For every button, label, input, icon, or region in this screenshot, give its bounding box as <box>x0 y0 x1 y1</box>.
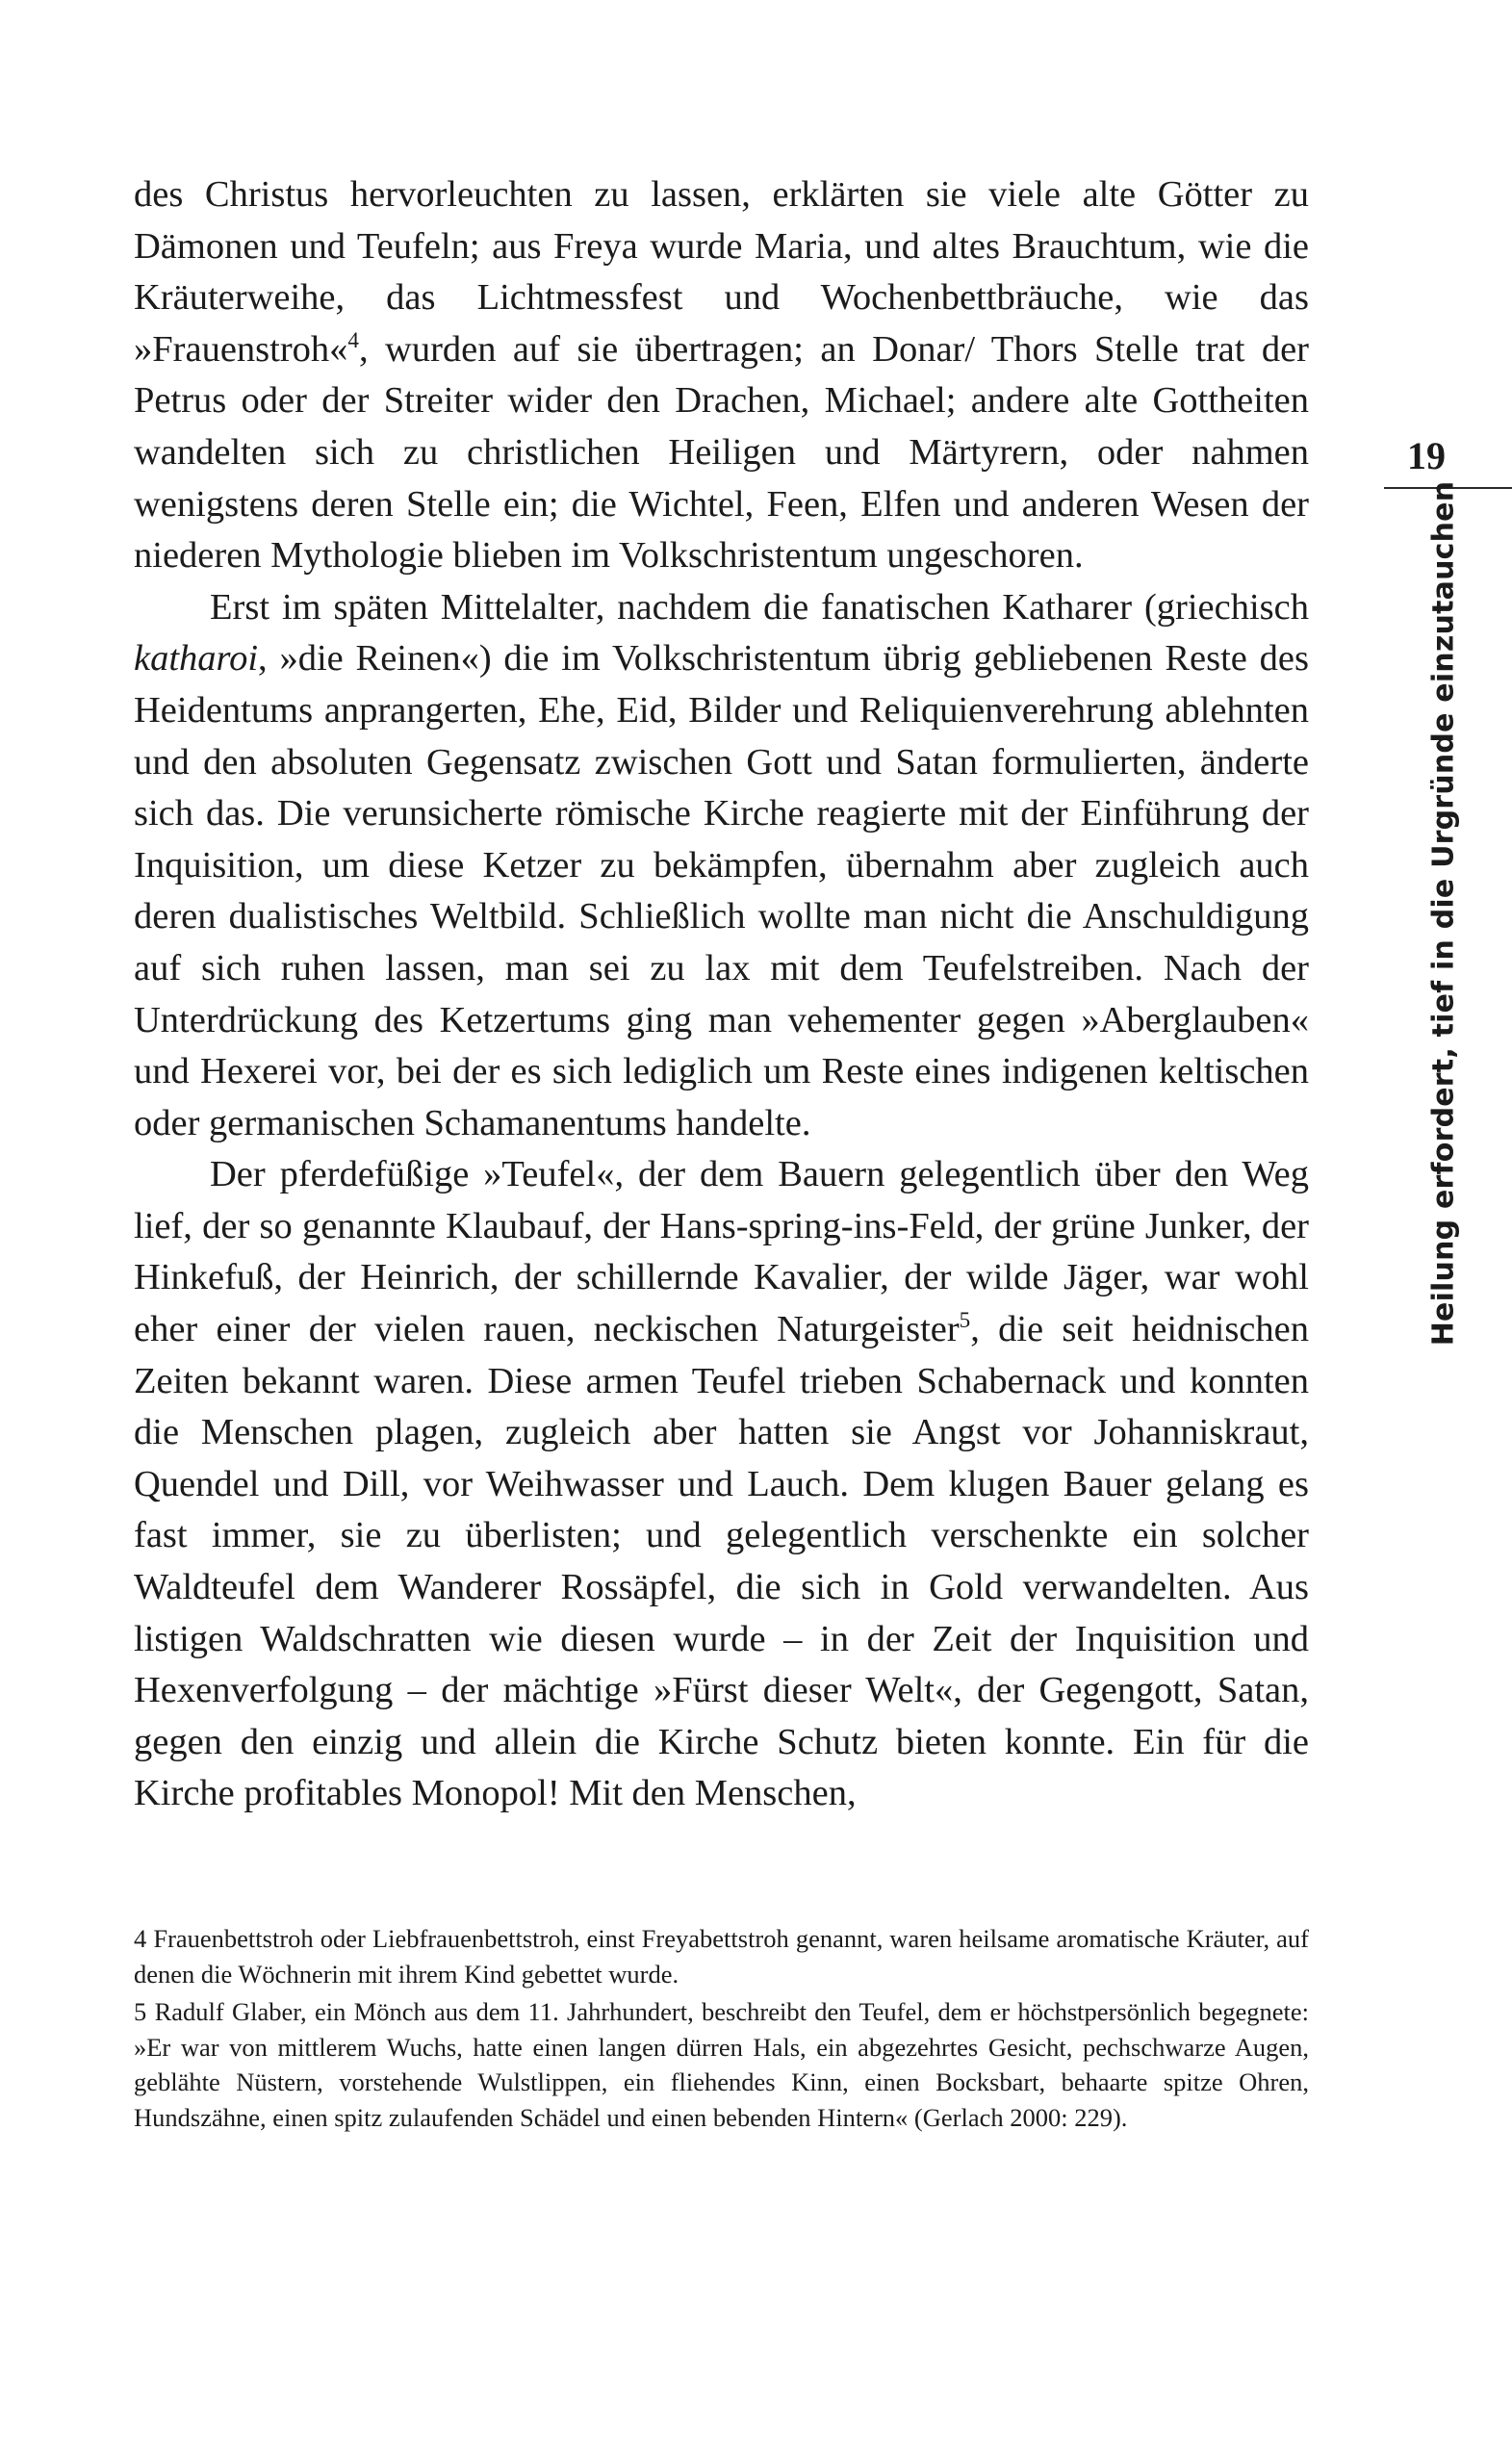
paragraph-1 <box>134 169 1309 582</box>
paragraph-1-text-b: , wurden auf sie übertragen; an Donar/ Thors Stelle trat der Petrus oder der Streiter wider den Drachen, Michael; andere alte Gottheiten wandelten sich zu christlichen Heiligen und Märtyrern, oder nahmen wenigstens deren Stelle ein; die Wichtel, Feen, Elfen und anderen Wesen der niederen Mythologie blieben im Volkschristentum ungeschoren. <box>134 328 1309 577</box>
paragraph-2-italic-term: katharoi <box>134 638 259 680</box>
footnote-text: Radulf Glaber, ein Mönch aus dem 11. Jahrhundert, beschreibt den Teufel, dem er höchstpersönlich begegnete: »Er war von mittlerem Wuchs, hatte einen langen dürren Hals, ein abgezehrtes Gesicht, pechschwarze Augen, geblähte Nüstern, vorstehende Wulstlippen, ein fliehendes Kinn, einen Bocksbart, behaarte spitze Ohren, Hundszähne, einen spitz zulaufenden Schädel und einen bebenden Hintern« (Gerlach 2000: 229). <box>134 1997 1310 2132</box>
paragraph-3 <box>134 1149 1309 1820</box>
footnotes <box>134 1921 1309 2138</box>
paragraph-3-text-b: , die seit heidnischen Zeiten bekannt waren. Diese armen Teufel trieben Schabernack und konnten die Menschen plagen, zugleich aber hatten sie Angst vor Johanniskraut, Quendel und Dill, vor Weihwasser und Lauch. Dem klugen Bauer gelang es fast immer, sie zu überlisten; und gelegentlich verschenkte ein solcher Waldteufel dem Wanderer Rossäpfel, die sich in Gold verwandelten. Aus listigen Waldschratten wie diesen wurde – in der Zeit der Inquisition und Hexenverfolgung – der mächtige »Fürst dieser Welt«, der Gegengott, Satan, gegen den einzig und allein die Kirche Schutz bieten konnte. Ein für die Kirche profitables Monopol! Mit den Menschen, <box>134 1309 1309 1814</box>
footnote-number: 5 <box>134 1997 147 2026</box>
paragraph-1-text-a: des Christus hervorleuchten zu lassen, erklärten sie viele alte Götter zu Dämonen und Teufeln; aus Freya wurde Maria, und altes Brauchtum, wie die Kräuterweihe, das Lichtmessfest und Wochenbettbräuche, wie das »Frauenstroh« <box>134 174 1309 370</box>
main-text <box>134 169 1309 1820</box>
footnote-5 <box>134 1994 1309 2135</box>
paragraph-2-text-b: , »die Reinen«) die im Volkschristentum übrig gebliebenen Reste des Heidentums anprangerten, Ehe, Eid, Bilder und Reliquienverehrung ablehnten und den absoluten Gegensatz zwischen Gott und Satan formulierten, änderte sich das. Die verunsicherte römische Kirche reagierte mit der Einführung der Inquisition, um diese Ketzer zu bekämpfen, übernahm aber zugleich auch deren dualistisches Weltbild. Schließlich wollte man nicht die Anschuldigung auf sich ruhen lassen, man sei zu lax mit dem Teufelstreiben. Nach der Unterdrückung des Ketzertums ging man vehementer gegen »Aberglauben« und Hexerei vor, bei der es sich lediglich um Reste eines indigenen keltischen oder germanischen Schamanentums handelte. <box>134 638 1309 1143</box>
paragraph-3-text-a: Der pferdefüßige »Teufel«, der dem Bauern gelegentlich über den Weg lief, der so genannte Klaubauf, der Hans-spring-ins-Feld, der grüne Junker, der Hinkefuß, der Heinrich, der schillernde Kavalier, der wilde Jäger, war wohl eher einer der vielen rauen, neckischen Naturgeister <box>134 1154 1309 1350</box>
running-head-text: Heilung erfordert, tief in die Urgründe einzutauchen <box>1426 480 1461 1347</box>
running-head <box>1422 480 1465 1347</box>
paragraph-2-text-a: Erst im späten Mittelalter, nachdem die fanatischen Katharer (griechisch <box>210 586 1309 628</box>
paragraph-2 <box>134 582 1309 1150</box>
footnote-ref-4[interactable]: 4 <box>347 326 359 352</box>
footnote-number: 4 <box>134 1924 147 1953</box>
footnote-text: Frauenbettstroh oder Liebfrauenbettstroh, einst Freyabettstroh genannt, waren heilsame aromatische Kräuter, auf denen die Wöchnerin mit ihrem Kind gebettet wurde. <box>134 1924 1309 1989</box>
footnote-4 <box>134 1921 1309 1991</box>
footnote-ref-5[interactable]: 5 <box>959 1307 971 1333</box>
page-number: 19 <box>1407 434 1446 477</box>
